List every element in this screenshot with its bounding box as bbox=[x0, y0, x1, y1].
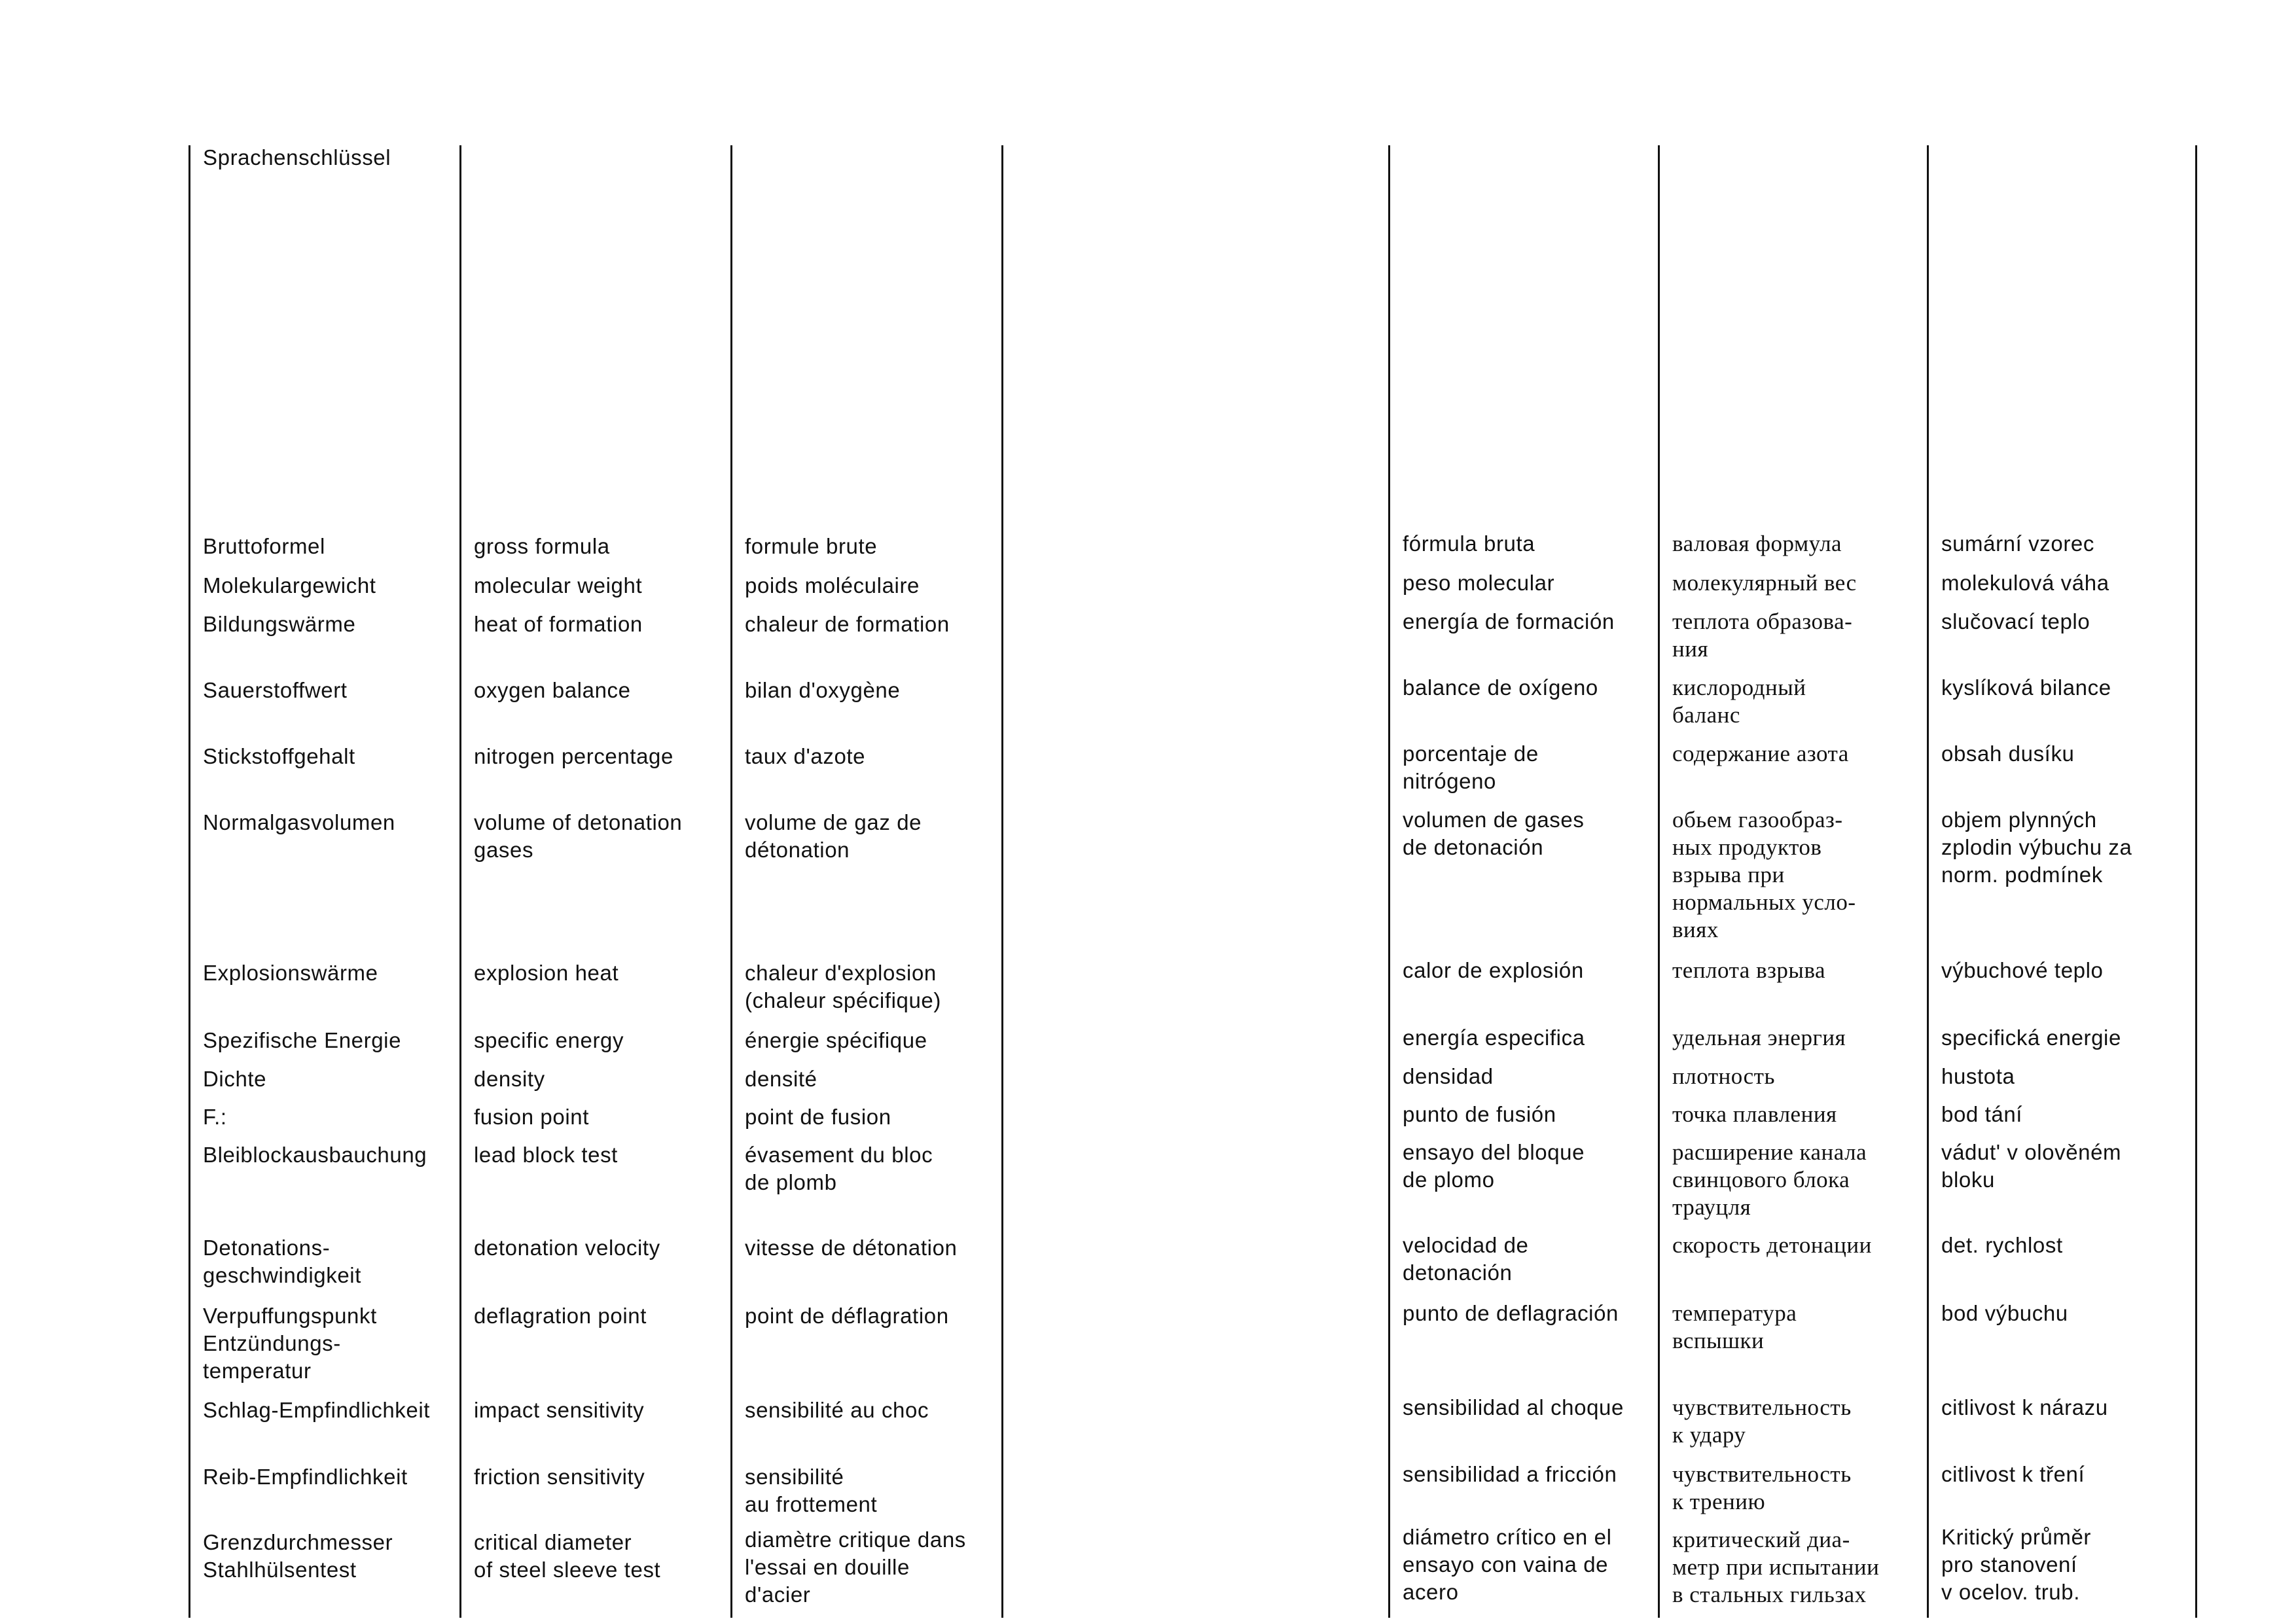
term-ru: плотность bbox=[1672, 1063, 1775, 1089]
term-fr: énergie spécifique bbox=[745, 1028, 927, 1052]
column-rule bbox=[459, 145, 461, 1618]
term-en: critical diameter of steel sleeve test bbox=[474, 1530, 661, 1582]
term-fr: poids moléculaire bbox=[745, 573, 920, 597]
term-de: Bleiblockausbauchung bbox=[203, 1143, 427, 1167]
term-en: friction sensitivity bbox=[474, 1465, 645, 1489]
term-cs: kyslíková bilance bbox=[1941, 675, 2111, 700]
term-de: Reib-Empfindlichkeit bbox=[203, 1465, 408, 1489]
term-fr: sensibilité au choc bbox=[745, 1398, 929, 1422]
term-en: explosion heat bbox=[474, 961, 619, 985]
term-ru: температура вспышки bbox=[1672, 1300, 1797, 1353]
term-es: sensibilidad a fricción bbox=[1403, 1462, 1617, 1486]
term-ru: кислородный баланс bbox=[1672, 675, 1806, 728]
term-cs: vádut' v olověném bloku bbox=[1941, 1140, 2122, 1192]
term-es: porcentaje de nitrógeno bbox=[1403, 741, 1539, 793]
term-ru: удельная энергия bbox=[1672, 1025, 1846, 1050]
term-ru: расширение канала свинцового блока трауцля bbox=[1672, 1139, 1867, 1220]
term-en: oxygen balance bbox=[474, 678, 631, 702]
term-de: Normalgasvolumen bbox=[203, 810, 395, 834]
term-de: F.: bbox=[203, 1105, 227, 1129]
term-ru: теплота образова- ния bbox=[1672, 609, 1853, 662]
term-en: impact sensitivity bbox=[474, 1398, 645, 1422]
term-es: volumen de gases de detonación bbox=[1403, 808, 1585, 859]
term-es: velocidad de detonación bbox=[1403, 1233, 1529, 1285]
term-en: volume of detonation gases bbox=[474, 810, 683, 862]
term-de: Bruttoformel bbox=[203, 534, 325, 558]
term-fr: bilan d'oxygène bbox=[745, 678, 901, 702]
term-es: fórmula bruta bbox=[1403, 531, 1535, 556]
term-de: Schlag-Empfindlichkeit bbox=[203, 1398, 431, 1422]
language-key-header: Sprachenschlüssel bbox=[203, 145, 391, 169]
term-cs: slučovací teplo bbox=[1941, 609, 2090, 633]
term-en: molecular weight bbox=[474, 573, 643, 597]
term-en: density bbox=[474, 1067, 545, 1091]
term-es: peso molecular bbox=[1403, 571, 1555, 595]
column-rule bbox=[2195, 145, 2197, 1618]
term-en: gross formula bbox=[474, 534, 610, 558]
term-es: energía especifica bbox=[1403, 1026, 1585, 1050]
term-cs: Kritický průměr pro stanovení v ocelov. trub. bbox=[1941, 1525, 2092, 1604]
term-cs: det. rychlost bbox=[1941, 1233, 2063, 1257]
term-de: Stickstoffgehalt bbox=[203, 744, 355, 768]
column-rule bbox=[1658, 145, 1660, 1618]
term-en: fusion point bbox=[474, 1105, 589, 1129]
term-fr: vitesse de détonation bbox=[745, 1236, 958, 1260]
term-es: punto de fusión bbox=[1403, 1102, 1556, 1126]
term-cs: bod výbuchu bbox=[1941, 1301, 2068, 1325]
term-cs: citlivost k tření bbox=[1941, 1462, 2085, 1486]
term-de: Dichte bbox=[203, 1067, 267, 1091]
term-ru: содержание азота bbox=[1672, 741, 1849, 766]
term-cs: specifická energie bbox=[1941, 1026, 2121, 1050]
term-cs: sumární vzorec bbox=[1941, 531, 2094, 556]
term-fr: formule brute bbox=[745, 534, 878, 558]
term-fr: point de fusion bbox=[745, 1105, 891, 1129]
term-fr: chaleur d'explosion (chaleur spécifique) bbox=[745, 961, 941, 1012]
term-fr: point de déflagration bbox=[745, 1304, 949, 1328]
term-de: Grenzdurchmesser Stahlhülsentest bbox=[203, 1530, 393, 1582]
term-ru: чувствительность к удару bbox=[1672, 1395, 1852, 1448]
term-en: lead block test bbox=[474, 1143, 618, 1167]
term-fr: sensibilité au frottement bbox=[745, 1465, 878, 1516]
term-de: Bildungswärme bbox=[203, 612, 356, 636]
term-en: detonation velocity bbox=[474, 1236, 660, 1260]
term-cs: molekulová váha bbox=[1941, 571, 2109, 595]
term-ru: валовая формула bbox=[1672, 531, 1842, 556]
term-es: calor de explosión bbox=[1403, 958, 1584, 982]
term-en: nitrogen percentage bbox=[474, 744, 673, 768]
term-de: Detonations- geschwindigkeit bbox=[203, 1236, 361, 1287]
term-de: Spezifische Energie bbox=[203, 1028, 402, 1052]
column-rule bbox=[1388, 145, 1390, 1618]
term-ru: чувствительность к трению bbox=[1672, 1461, 1852, 1514]
column-rule bbox=[188, 145, 190, 1618]
term-fr: taux d'azote bbox=[745, 744, 866, 768]
term-en: deflagration point bbox=[474, 1304, 647, 1328]
term-en: specific energy bbox=[474, 1028, 624, 1052]
term-de: Explosionswärme bbox=[203, 961, 378, 985]
term-cs: objem plynných zplodin výbuchu za norm. podmínek bbox=[1941, 808, 2132, 887]
term-ru: теплота взрыва bbox=[1672, 957, 1826, 983]
column-rule bbox=[1927, 145, 1929, 1618]
term-es: balance de oxígeno bbox=[1403, 675, 1598, 700]
term-ru: скорость детонации bbox=[1672, 1232, 1872, 1258]
term-es: energía de formación bbox=[1403, 609, 1615, 633]
term-es: sensibilidad al choque bbox=[1403, 1395, 1624, 1419]
term-fr: volume de gaz de détonation bbox=[745, 810, 922, 862]
term-cs: výbuchové teplo bbox=[1941, 958, 2104, 982]
term-es: diámetro crítico en el ensayo con vaina de acero bbox=[1403, 1525, 1612, 1604]
term-cs: bod tání bbox=[1941, 1102, 2023, 1126]
column-rule bbox=[1001, 145, 1003, 1618]
term-cs: hustota bbox=[1941, 1064, 2015, 1088]
term-en: heat of formation bbox=[474, 612, 643, 636]
term-es: ensayo del bloque de plomo bbox=[1403, 1140, 1585, 1192]
term-de: Sauerstoffwert bbox=[203, 678, 348, 702]
term-de: Molekulargewicht bbox=[203, 573, 376, 597]
term-fr: densité bbox=[745, 1067, 817, 1091]
term-es: punto de deflagración bbox=[1403, 1301, 1619, 1325]
term-es: densidad bbox=[1403, 1064, 1494, 1088]
term-de: Verpuffungspunkt Entzündungs- temperatur bbox=[203, 1304, 377, 1383]
term-ru: критический диа- метр при испытании в стальных гильзах bbox=[1672, 1527, 1880, 1607]
term-cs: citlivost k nárazu bbox=[1941, 1395, 2108, 1419]
term-ru: молекулярный вес bbox=[1672, 570, 1857, 596]
term-fr: évasement du bloc de plomb bbox=[745, 1143, 933, 1194]
term-ru: обьем газообраз- ных продуктов взрыва при нормальных усло- виях bbox=[1672, 807, 1856, 942]
term-fr: diamètre critique dans l'essai en douille d'acier bbox=[745, 1527, 966, 1607]
term-fr: chaleur de formation bbox=[745, 612, 950, 636]
term-ru: точка плавления bbox=[1672, 1101, 1837, 1127]
term-cs: obsah dusíku bbox=[1941, 741, 2075, 766]
column-rule bbox=[730, 145, 732, 1618]
